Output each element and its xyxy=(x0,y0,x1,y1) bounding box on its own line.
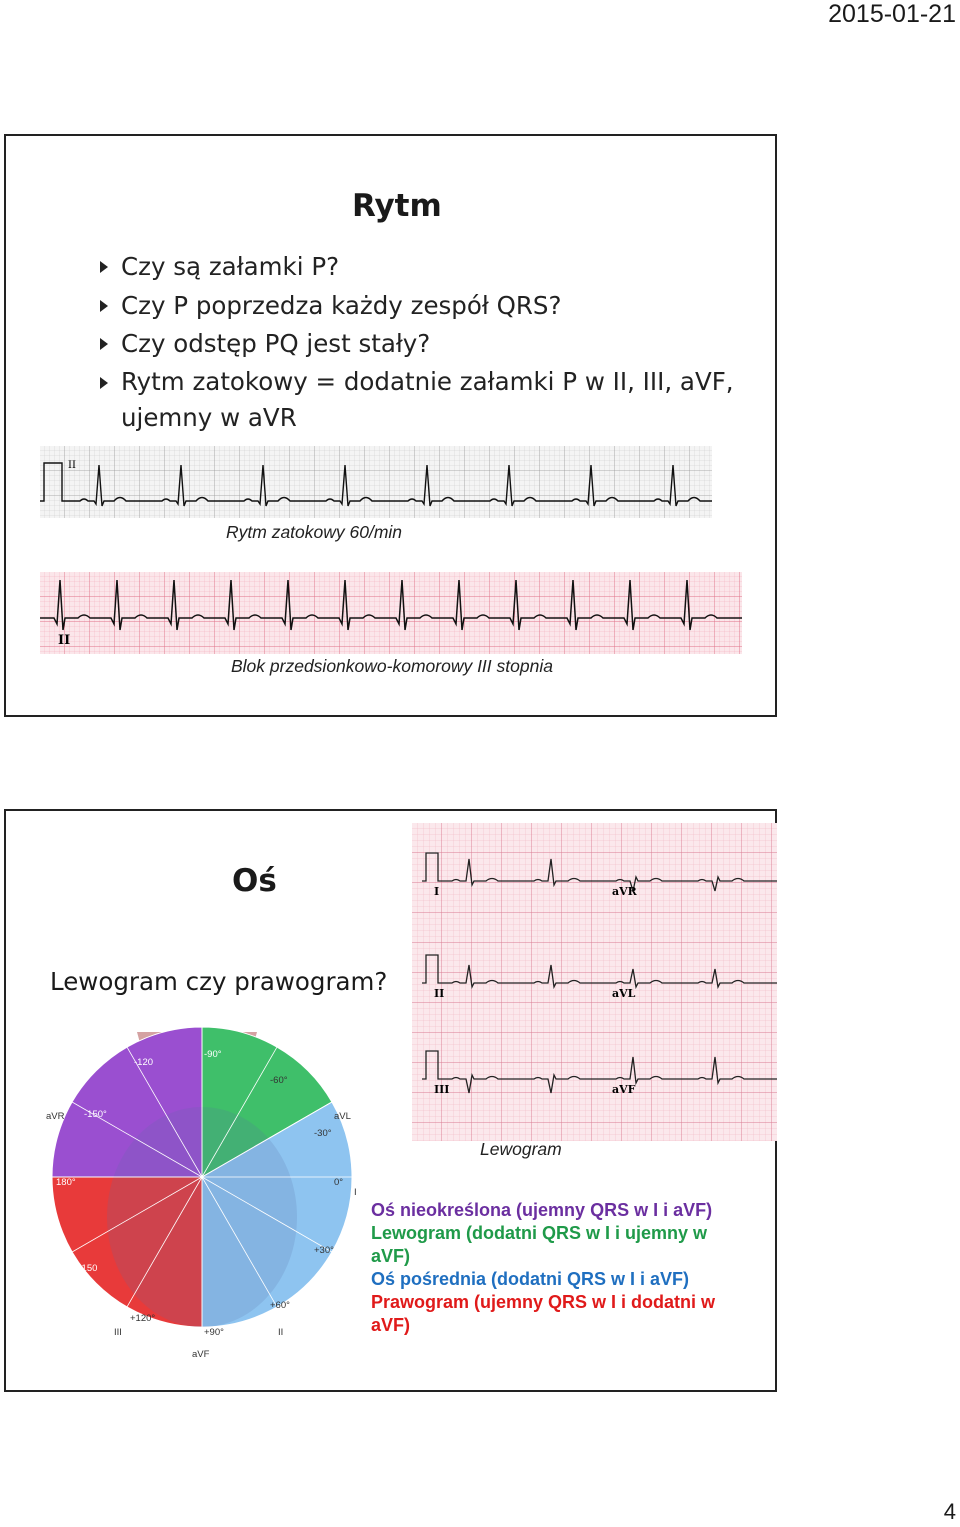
slide-rytm xyxy=(4,134,777,717)
deg-label: +150 xyxy=(76,1263,98,1274)
lead-label-III: III xyxy=(434,1083,450,1096)
deg-label: -30° xyxy=(314,1128,332,1139)
ecg-caption: Lewogram xyxy=(480,1139,562,1159)
lead-label: aVL xyxy=(334,1111,351,1122)
bullet-item: Czy odstęp PQ jest stały? xyxy=(98,325,738,364)
slide-question: Lewogram czy prawogram? xyxy=(50,967,388,996)
lead-label-aVR: aVR xyxy=(612,885,637,898)
legend-left-axis: Lewogram (dodatni QRS w I i ujemny w aVF) xyxy=(371,1223,708,1266)
bullet-arrow-icon xyxy=(100,300,108,312)
ecg-strip-av-block xyxy=(40,572,742,654)
deg-label: -120 xyxy=(134,1057,154,1068)
legend-indeterminate: Oś nieokreślona (ujemny QRS w I i aVF) xyxy=(371,1200,713,1220)
deg-label: +120° xyxy=(130,1313,156,1324)
page-number: 4 xyxy=(943,1499,956,1524)
slide-title: Rytm xyxy=(352,188,442,224)
deg-label: -60° xyxy=(270,1075,288,1086)
slide-title: Oś xyxy=(232,863,277,899)
lead-label-aVL: aVL xyxy=(612,987,636,1000)
lead-label-aVF: aVF xyxy=(612,1083,636,1096)
deg-label: +90° xyxy=(204,1327,224,1338)
lead-label: III xyxy=(114,1327,122,1338)
bullet-arrow-icon xyxy=(100,377,108,389)
deg-label: 0° xyxy=(334,1177,344,1188)
ecg-strip-sinus-rhythm xyxy=(40,446,712,518)
deg-label: +60° xyxy=(270,1300,290,1311)
lead-label: I xyxy=(354,1187,357,1198)
ecg-limb-leads xyxy=(412,823,777,1141)
deg-label: -90° xyxy=(204,1049,222,1060)
legend-right-axis: Prawogram (ujemny QRS w I i dodatni w aVF) xyxy=(371,1292,716,1335)
axis-legend xyxy=(371,1199,751,1337)
ecg-caption: Rytm zatokowy 60/min xyxy=(226,522,403,542)
bullet-item: Rytm zatokowy = dodatnie załamki P w II, III, aVF, ujemny w aVR xyxy=(98,364,738,436)
heart-axis-wheel xyxy=(42,1027,362,1367)
deg-label: +30° xyxy=(314,1245,334,1256)
document-date: 2015-01-21 xyxy=(828,0,956,28)
legend-normal-axis: Oś pośrednia (dodatni QRS w I i aVF) xyxy=(371,1269,690,1289)
bullet-item: Czy są załamki P? xyxy=(98,248,738,287)
bullet-arrow-icon xyxy=(100,261,108,273)
question-list xyxy=(98,248,738,436)
lead-label-II: II xyxy=(434,987,445,1000)
lead-label-I: I xyxy=(434,885,440,898)
bullet-item: Czy P poprzedza każdy zespół QRS? xyxy=(98,287,738,326)
lead-label: II xyxy=(68,460,76,471)
lead-label: II xyxy=(278,1327,284,1338)
deg-label: 180° xyxy=(56,1177,76,1188)
lead-label: aVR xyxy=(46,1111,65,1122)
lead-label: II xyxy=(58,633,71,648)
lead-label: aVF xyxy=(192,1349,210,1360)
deg-label: -150° xyxy=(84,1109,107,1120)
bullet-arrow-icon xyxy=(100,338,108,350)
ecg-caption: Blok przedsionkowo-komorowy III stopnia xyxy=(231,656,553,676)
slide-os xyxy=(4,809,777,1392)
